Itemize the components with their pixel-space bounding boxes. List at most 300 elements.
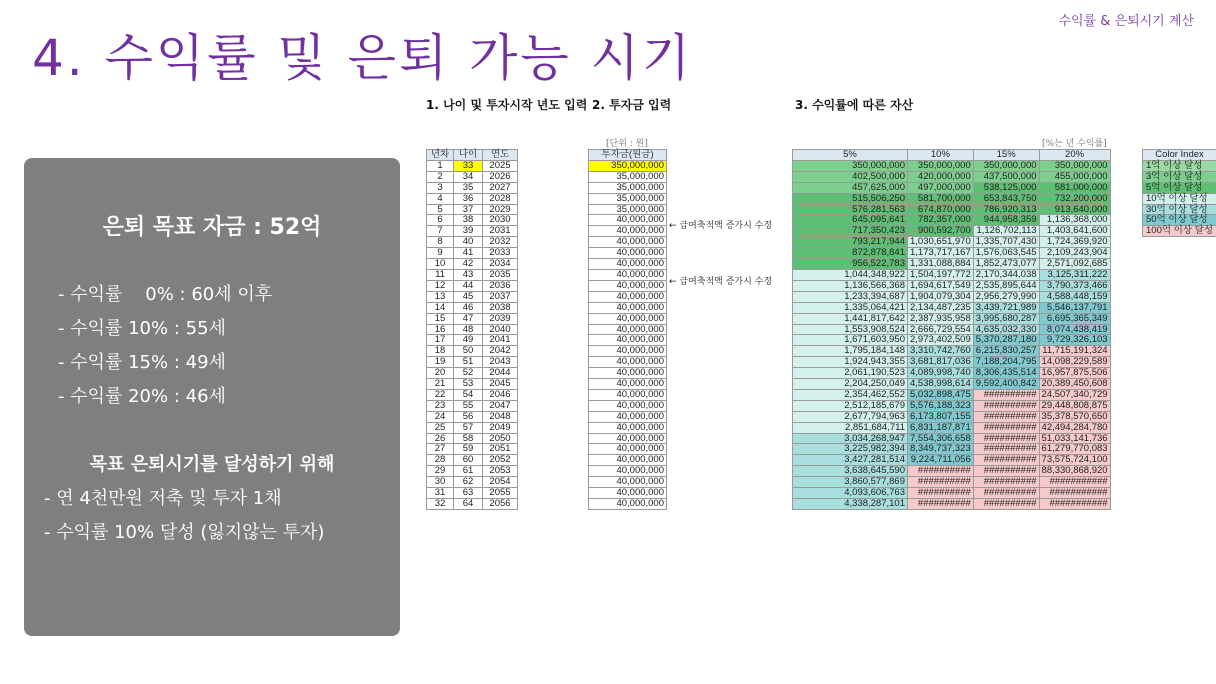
table-row [793, 346, 1111, 357]
asset-cell: 2,134,487,235 [908, 302, 974, 313]
cell-n: 10 [427, 259, 454, 270]
asset-cell: 6,173,807,155 [908, 411, 974, 422]
investment-cell: 40,000,000 [589, 379, 667, 390]
cell-n: 7 [427, 226, 454, 237]
cell-n: 11 [427, 269, 454, 280]
cell-year: 2037 [483, 291, 518, 302]
investment-cell: 40,000,000 [589, 335, 667, 346]
cell-n: 24 [427, 411, 454, 422]
table-row [427, 259, 518, 270]
investment-cell: 350,000,000 [589, 160, 667, 171]
cell-year: 2030 [483, 215, 518, 226]
cell-year: 2054 [483, 477, 518, 488]
asset-cell: ########## [908, 499, 974, 510]
investment-cell: 40,000,000 [589, 455, 667, 466]
table-row [589, 171, 667, 182]
asset-cell: 581,000,000 [1039, 182, 1110, 193]
asset-cell: 576,281,563 [793, 204, 908, 215]
table-row [427, 499, 518, 510]
rate-item: - 수익률 15% : 49세 [58, 352, 226, 373]
investment-cell: 40,000,000 [589, 291, 667, 302]
asset-cell: 793,217,944 [793, 237, 908, 248]
investment-cell: 40,000,000 [589, 357, 667, 368]
table-row [793, 215, 1111, 226]
asset-cell: 1,030,651,970 [908, 237, 974, 248]
asset-cell: 437,500,000 [973, 171, 1039, 182]
cell-year: 2044 [483, 368, 518, 379]
cell-year: 2029 [483, 204, 518, 215]
cell-age: 63 [454, 488, 483, 499]
table-row [427, 411, 518, 422]
table-row [793, 444, 1111, 455]
investment-cell: 40,000,000 [589, 400, 667, 411]
investment-cell: 35,000,000 [589, 193, 667, 204]
table-row [589, 204, 667, 215]
cell-year: 2026 [483, 171, 518, 182]
asset-cell: 455,000,000 [1039, 171, 1110, 182]
table-row [589, 313, 667, 324]
legend-row [1143, 182, 1216, 193]
asset-cell: 1,852,473,077 [973, 259, 1039, 270]
cell-age: 39 [454, 226, 483, 237]
cell-age: 50 [454, 346, 483, 357]
cell-year: 2050 [483, 433, 518, 444]
table-row [793, 269, 1111, 280]
asset-cell: 29,448,808,875 [1039, 400, 1110, 411]
asset-cell: 944,958,359 [973, 215, 1039, 226]
cell-n: 27 [427, 444, 454, 455]
table-row [427, 335, 518, 346]
age-year-table [426, 149, 518, 510]
spreadsheet-area [426, 90, 1216, 656]
cell-age: 53 [454, 379, 483, 390]
table-row [427, 269, 518, 280]
asset-cell: 1,173,717,167 [908, 248, 974, 259]
table-row [793, 171, 1111, 182]
asset-cell: 24,507,340,729 [1039, 389, 1110, 400]
asset-cell: 786,920,313 [973, 204, 1039, 215]
table-row [427, 313, 518, 324]
investment-cell: 40,000,000 [589, 499, 667, 510]
asset-cell: 2,354,462,552 [793, 389, 908, 400]
asset-cell: 581,700,000 [908, 193, 974, 204]
cell-n: 31 [427, 488, 454, 499]
asset-cell: ########## [973, 400, 1039, 411]
asset-cell: 7,554,306,658 [908, 433, 974, 444]
asset-cell: 5,576,188,323 [908, 400, 974, 411]
legend-row [1143, 226, 1216, 237]
asset-cell: 20,389,450,608 [1039, 379, 1110, 390]
asset-cell: 782,357,000 [908, 215, 974, 226]
investment-cell: 40,000,000 [589, 444, 667, 455]
cell-n: 14 [427, 302, 454, 313]
asset-cell: ########### [1039, 488, 1110, 499]
table-row [793, 313, 1111, 324]
cell-n: 25 [427, 422, 454, 433]
rate-item: - 수익률 0% : 60세 이후 [58, 284, 273, 305]
cell-n: 18 [427, 346, 454, 357]
asset-cell: 515,506,250 [793, 193, 908, 204]
memo-note: ← 급여축적액 증가시 수정 [669, 220, 773, 231]
investment-table [588, 149, 667, 510]
investment-cell: 40,000,000 [589, 313, 667, 324]
asset-cell: 1,233,394,687 [793, 291, 908, 302]
table-row [589, 291, 667, 302]
rate-item: - 수익률 20% : 46세 [58, 386, 226, 407]
cell-year: 2052 [483, 455, 518, 466]
asset-cell: 2,571,092,685 [1039, 259, 1110, 270]
table-row [793, 379, 1111, 390]
retirement-goal: 은퇴 목표 자금 : 52억 [102, 215, 322, 240]
asset-cell: ########## [973, 444, 1039, 455]
asset-cell: 88,330,868,920 [1039, 466, 1110, 477]
rate-header: 15% [973, 150, 1039, 161]
asset-cell: 1,795,184,148 [793, 346, 908, 357]
plan-title: 목표 은퇴시기를 달성하기 위해 [89, 454, 335, 475]
cell-year: 2049 [483, 422, 518, 433]
rate-header: 10% [908, 150, 974, 161]
asset-cell: 51,033,141,736 [1039, 433, 1110, 444]
asset-cell: 1,924,943,355 [793, 357, 908, 368]
table-row [793, 368, 1111, 379]
investment-cell: 40,000,000 [589, 280, 667, 291]
section-heading: 2. 투자금 입력 [592, 98, 672, 112]
legend-item: 50억 이상 달성 [1143, 215, 1216, 226]
table-row [427, 248, 518, 259]
table-row [427, 433, 518, 444]
cell-n: 19 [427, 357, 454, 368]
legend-item: 10억 이상 달성 [1143, 193, 1216, 204]
column-header: 년차 [427, 150, 454, 161]
table-row [427, 455, 518, 466]
table-row [427, 357, 518, 368]
investment-cell: 40,000,000 [589, 477, 667, 488]
cell-age: 49 [454, 335, 483, 346]
asset-cell: 900,592,700 [908, 226, 974, 237]
table-row [427, 477, 518, 488]
table-row [427, 204, 518, 215]
asset-cell: 3,995,680,287 [973, 313, 1039, 324]
asset-cell: 1,904,079,304 [908, 291, 974, 302]
asset-cell: 1,504,197,772 [908, 269, 974, 280]
cell-year: 2028 [483, 193, 518, 204]
asset-cell: 42,494,284,780 [1039, 422, 1110, 433]
table-row [589, 182, 667, 193]
table-row [427, 346, 518, 357]
cell-age: 60 [454, 455, 483, 466]
investment-cell: 40,000,000 [589, 302, 667, 313]
cell-n: 28 [427, 455, 454, 466]
asset-cell: 1,335,064,421 [793, 302, 908, 313]
asset-cell: 913,640,000 [1039, 204, 1110, 215]
asset-cell: 61,279,770,083 [1039, 444, 1110, 455]
cell-year: 2027 [483, 182, 518, 193]
section-heading: 3. 수익률에 따른 자산 [795, 98, 914, 112]
asset-cell: 8,306,435,514 [973, 368, 1039, 379]
asset-cell: 2,204,250,049 [793, 379, 908, 390]
cell-age: 36 [454, 193, 483, 204]
legend-item: 30억 이상 달성 [1143, 204, 1216, 215]
table-row [589, 488, 667, 499]
asset-cell: 1,335,707,430 [973, 237, 1039, 248]
cell-n: 22 [427, 389, 454, 400]
cell-age: 51 [454, 357, 483, 368]
asset-cell: 3,681,817,036 [908, 357, 974, 368]
asset-cell: 8,074,438,419 [1039, 324, 1110, 335]
asset-cell: 2,170,344,038 [973, 269, 1039, 280]
column-header: 연도 [483, 150, 518, 161]
asset-cell: 4,338,287,101 [793, 499, 908, 510]
table-row [427, 379, 518, 390]
legend-row [1143, 171, 1216, 182]
table-row [793, 259, 1111, 270]
cell-year: 2053 [483, 466, 518, 477]
table-row [427, 389, 518, 400]
asset-cell: 6,695,365,349 [1039, 313, 1110, 324]
cell-year: 2045 [483, 379, 518, 390]
table-row [589, 160, 667, 171]
cell-age: 54 [454, 389, 483, 400]
asset-cell: 420,000,000 [908, 171, 974, 182]
table-row [427, 193, 518, 204]
cell-age: 57 [454, 422, 483, 433]
table-row [589, 466, 667, 477]
cell-n: 30 [427, 477, 454, 488]
investment-header: 투자금(원금) [589, 150, 667, 161]
asset-cell: 2,535,895,644 [973, 280, 1039, 291]
rate-note: [%는 년 수익률] [1042, 139, 1107, 149]
table-row [793, 400, 1111, 411]
table-row [589, 335, 667, 346]
investment-cell: 40,000,000 [589, 324, 667, 335]
asset-cell: 653,843,750 [973, 193, 1039, 204]
cell-year: 2043 [483, 357, 518, 368]
asset-cell: 9,592,400,842 [973, 379, 1039, 390]
cell-age: 62 [454, 477, 483, 488]
legend-item: 3억 이상 달성 [1143, 171, 1216, 182]
cell-year: 2031 [483, 226, 518, 237]
asset-cell: 402,500,000 [793, 171, 908, 182]
table-row [793, 433, 1111, 444]
asset-cell: 1,136,566,368 [793, 280, 908, 291]
table-row [427, 291, 518, 302]
table-row [427, 324, 518, 335]
table-row [427, 280, 518, 291]
cell-age: 41 [454, 248, 483, 259]
asset-cell: 2,061,190,523 [793, 368, 908, 379]
table-row [793, 237, 1111, 248]
cell-age: 56 [454, 411, 483, 422]
asset-cell: 14,098,229,589 [1039, 357, 1110, 368]
table-row [589, 444, 667, 455]
table-row [589, 389, 667, 400]
cell-n: 12 [427, 280, 454, 291]
asset-cell: 1,694,617,549 [908, 280, 974, 291]
asset-cell: 1,136,368,000 [1039, 215, 1110, 226]
table-row [793, 488, 1111, 499]
investment-cell: 40,000,000 [589, 346, 667, 357]
table-row [427, 160, 518, 171]
table-row [427, 171, 518, 182]
cell-age: 59 [454, 444, 483, 455]
cell-year: 2041 [483, 335, 518, 346]
table-row [793, 477, 1111, 488]
table-row [589, 280, 667, 291]
table-row [427, 488, 518, 499]
column-header: 나이 [454, 150, 483, 161]
table-row [793, 182, 1111, 193]
plan-item: - 수익률 10% 달성 (잃지않는 투자) [44, 522, 325, 543]
asset-cell: 3,125,311,222 [1039, 269, 1110, 280]
investment-cell: 40,000,000 [589, 215, 667, 226]
asset-cell: 3,225,982,394 [793, 444, 908, 455]
asset-cell: 1,044,348,922 [793, 269, 908, 280]
cell-year: 2048 [483, 411, 518, 422]
cell-age: 44 [454, 280, 483, 291]
cell-age: 34 [454, 171, 483, 182]
investment-cell: 40,000,000 [589, 411, 667, 422]
asset-cell: 2,666,729,554 [908, 324, 974, 335]
asset-cell: ########## [973, 433, 1039, 444]
asset-cell: ########## [973, 499, 1039, 510]
cell-year: 2033 [483, 248, 518, 259]
asset-cell: 73,575,724,100 [1039, 455, 1110, 466]
cell-n: 21 [427, 379, 454, 390]
asset-cell: 2,973,402,509 [908, 335, 974, 346]
cell-age: 38 [454, 215, 483, 226]
cell-age: 46 [454, 302, 483, 313]
table-row [793, 204, 1111, 215]
table-row [589, 477, 667, 488]
table-row [793, 280, 1111, 291]
cell-age: 47 [454, 313, 483, 324]
memo-note: ← 급여축적액 증가시 수정 [669, 277, 773, 287]
asset-cell: 3,638,645,590 [793, 466, 908, 477]
investment-cell: 40,000,000 [589, 466, 667, 477]
table-row [427, 215, 518, 226]
asset-cell: 4,093,606,763 [793, 488, 908, 499]
asset-cell: 645,095,641 [793, 215, 908, 226]
table-row [793, 455, 1111, 466]
asset-cell: 3,790,373,466 [1039, 280, 1110, 291]
cell-age: 37 [454, 204, 483, 215]
asset-cell: 6,215,830,257 [973, 346, 1039, 357]
asset-cell: 3,034,268,947 [793, 433, 908, 444]
table-row [427, 237, 518, 248]
section-heading: 1. 나이 및 투자시작 년도 입력 [426, 98, 588, 112]
asset-cell: 538,125,000 [973, 182, 1039, 193]
asset-cell: 4,538,998,614 [908, 379, 974, 390]
cell-year: 2047 [483, 400, 518, 411]
cell-n: 9 [427, 248, 454, 259]
cell-age: 35 [454, 182, 483, 193]
summary-panel [24, 158, 400, 636]
cell-age: 42 [454, 259, 483, 270]
asset-cell: 9,224,711,056 [908, 455, 974, 466]
table-row [427, 444, 518, 455]
cell-age: 58 [454, 433, 483, 444]
asset-cell: 1,576,063,545 [973, 248, 1039, 259]
table-row [589, 400, 667, 411]
cell-year: 2055 [483, 488, 518, 499]
asset-cell: ########## [973, 422, 1039, 433]
table-row [427, 302, 518, 313]
asset-cell: ########## [973, 389, 1039, 400]
cell-n: 20 [427, 368, 454, 379]
plan-item: - 연 4천만원 저축 및 투자 1채 [44, 488, 282, 509]
table-row [589, 269, 667, 280]
asset-cell: ########## [973, 411, 1039, 422]
investment-cell: 40,000,000 [589, 488, 667, 499]
cell-n: 29 [427, 466, 454, 477]
table-row [793, 411, 1111, 422]
table-row [793, 466, 1111, 477]
cell-year: 2051 [483, 444, 518, 455]
asset-cell: ########## [973, 488, 1039, 499]
asset-cell: 3,860,577,869 [793, 477, 908, 488]
investment-cell: 35,000,000 [589, 204, 667, 215]
table-row [589, 302, 667, 313]
cell-year: 2039 [483, 313, 518, 324]
cell-year: 2042 [483, 346, 518, 357]
top-label: 수익률 & 은퇴시기 계산 [1058, 14, 1194, 29]
table-row [589, 455, 667, 466]
table-row [427, 400, 518, 411]
asset-cell: 350,000,000 [793, 160, 908, 171]
table-row [589, 226, 667, 237]
cell-n: 15 [427, 313, 454, 324]
table-row [793, 193, 1111, 204]
asset-cell: ########### [1039, 499, 1110, 510]
asset-cell: 2,387,935,958 [908, 313, 974, 324]
cell-year: 2056 [483, 499, 518, 510]
table-row [589, 357, 667, 368]
table-row [793, 422, 1111, 433]
legend-row [1143, 193, 1216, 204]
asset-cell: 1,126,702,113 [973, 226, 1039, 237]
cell-year: 2034 [483, 259, 518, 270]
table-row [793, 357, 1111, 368]
asset-cell: 1,553,908,524 [793, 324, 908, 335]
cell-n: 8 [427, 237, 454, 248]
cell-n: 3 [427, 182, 454, 193]
asset-cell: 4,588,448,159 [1039, 291, 1110, 302]
table-row [589, 324, 667, 335]
cell-age: 48 [454, 324, 483, 335]
asset-cell: 350,000,000 [908, 160, 974, 171]
cell-age: 45 [454, 291, 483, 302]
asset-cell: ########## [908, 477, 974, 488]
asset-cell: 2,109,243,904 [1039, 248, 1110, 259]
asset-cell: ########## [973, 477, 1039, 488]
table-row [589, 237, 667, 248]
table-row [427, 422, 518, 433]
investment-cell: 35,000,000 [589, 182, 667, 193]
cell-n: 4 [427, 193, 454, 204]
asset-cell: 3,427,281,514 [793, 455, 908, 466]
rate-item: - 수익률 10% : 55세 [58, 318, 226, 339]
asset-cell: 872,878,841 [793, 248, 908, 259]
investment-cell: 40,000,000 [589, 259, 667, 270]
investment-cell: 40,000,000 [589, 237, 667, 248]
table-row [427, 182, 518, 193]
table-row [793, 302, 1111, 313]
asset-cell: 1,441,817,642 [793, 313, 908, 324]
table-row [793, 291, 1111, 302]
asset-cell: 350,000,000 [1039, 160, 1110, 171]
investment-cell: 35,000,000 [589, 171, 667, 182]
asset-cell: 350,000,000 [973, 160, 1039, 171]
